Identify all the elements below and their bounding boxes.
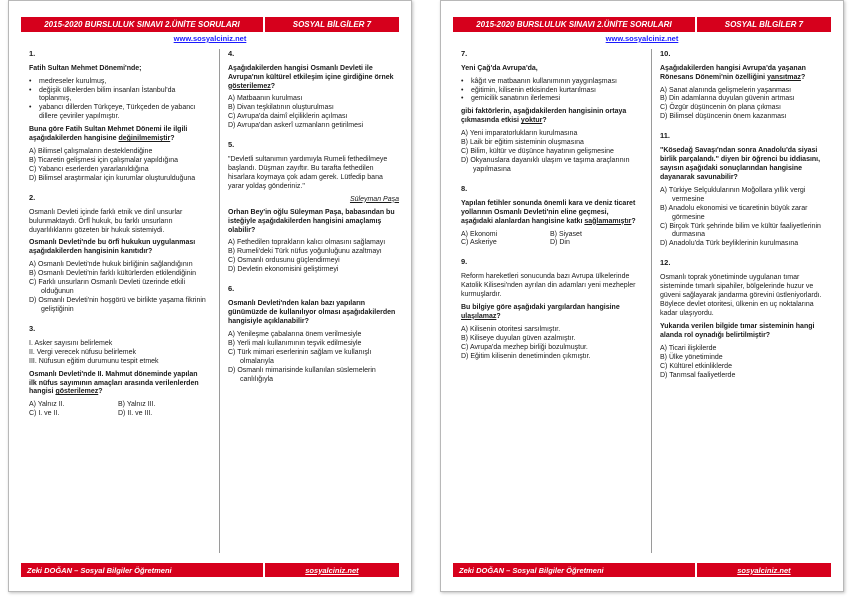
question-intro: Fatih Sultan Mehmet Dönemi'nde;	[29, 64, 142, 72]
bullet-item: • kâğıt ve matbaanın kullanımının yaygınlaşması	[461, 78, 639, 87]
bullet-item: • eğitimin, kilisenin etkisinden kurtarılması	[461, 87, 639, 96]
question-7	[461, 49, 639, 175]
answer-option-d[interactable]: D) Okyanuslara dayanıklı ulaşım ve taşıma araçlarının yapılmasına	[461, 157, 630, 174]
question-number: 1.	[29, 49, 36, 58]
question-intro: Yeni Çağ'da Avrupa'da,	[461, 64, 538, 72]
question-number: 11.	[660, 131, 671, 141]
answer-option-a[interactable]: A) Ekonomi	[461, 230, 498, 238]
statement-item: III. Nüfusun eğitim durumunu tespit etmek	[29, 357, 159, 365]
footer-website-link[interactable]: sosyalciniz.net	[265, 563, 399, 577]
statement-item: I. Asker sayısını belirlemek	[29, 339, 113, 347]
answer-option-c[interactable]: C) Yabancı eserlerden yararlanıldığına	[29, 166, 149, 174]
question-number: 6.	[228, 284, 235, 294]
bullet-item: • değişik ülkelerden bilim insanları İstanbul'da toplanmış,	[29, 87, 207, 105]
answer-option-c[interactable]: C) Avrupa'da daimî elçiliklerin açılması	[228, 113, 348, 121]
answer-option-d[interactable]: D) Bilimsel araştırmalar için kurumlar oluşturulduğuna	[29, 175, 196, 183]
answer-option-c[interactable]: C) Askeriye	[461, 239, 497, 247]
right-column	[651, 49, 831, 553]
question-5	[228, 140, 399, 275]
answer-option-d[interactable]: D) Bilimsel düşüncenin önem kazanması	[660, 113, 787, 121]
question-stem: "Kösedağ Savaşı'ndan sonra Anadolu'da siyasi birlik parçalandı." diyen bir öğrenci bu iddiasını, sayısın aşağıdaki sonuçlarından hangisine dayanarak savunabilir?	[660, 146, 821, 181]
answer-option-d[interactable]: D) Osmanlı mimarisinde kullanılan süslemelerin canlılığıyla	[228, 366, 376, 383]
answer-option-a[interactable]: A) Matbaanın kurulması	[228, 95, 303, 103]
question-stem: Osmanlı Devleti'nde bu örfî hukukun uygulanması aşağıdakilerden hangisinin kanıtıdır?	[29, 239, 196, 256]
answer-option-a[interactable]: A) Yeni imparatorlukların kurulmasına	[461, 130, 578, 138]
question-stem: Osmanlı Devleti'nden kalan bazı yapıların günümüzde de kullanılıyor olması aşağıdakilerden hangisiyle açıklanabilir?	[228, 299, 396, 325]
answer-option-b[interactable]: B) Anadolu ekonomisi ve ticaretinin büyük zarar görmesine	[660, 204, 808, 221]
answer-option-c[interactable]: C) Türk mimari eserlerinin sağlam ve kullanışlı olmalarıyla	[228, 348, 372, 365]
header-title: 2015-2020 BURSLULUK SINAVI 2.ÜNİTE SORULARI	[21, 17, 263, 32]
statement-item: II. Vergi verecek nüfusu belirlemek	[29, 348, 136, 356]
answer-option-c[interactable]: C) I. ve II.	[29, 410, 60, 418]
answer-options	[29, 401, 207, 419]
answer-option-b[interactable]: B) Siyaset	[550, 230, 582, 238]
question-text: Reform hareketleri sonucunda bazı Avrupa ülkelerinde Katolik Kilisesi'nden ayrılan din adamları yeni mezhepler kurmuşlardır.	[461, 273, 636, 298]
answer-option-c[interactable]: C) Bilim, kültür ve düşünce hayatının gelişmesine	[461, 148, 614, 156]
answer-option-d[interactable]: D) Avrupa'dan askerî uzmanların getirilmesi	[228, 122, 364, 130]
answer-option-b[interactable]: B) Laik bir eğitim sisteminin oluşmasına	[461, 139, 584, 147]
header-website-link[interactable]: www.sosyalciniz.net	[605, 34, 679, 43]
question-stem: Orhan Bey'in oğlu Süleyman Paşa, babasından bu isteğiyle aşağıdakilerden hangisini amaçlamış olabilir?	[228, 208, 395, 234]
right-column	[219, 49, 399, 553]
header-subject: SOSYAL BİLGİLER 7	[697, 17, 831, 32]
question-text: Osmanlı toprak yönetiminde uygulanan tımar sisteminde tımarlı sipahiler, bölgelerinde huzur ve güveni sağlayarak jandarma görevini üstleniyorlardı. Böylece devlet otoritesi, ülkenin en uç noktalarına kadar ulaşıyordu.	[660, 273, 822, 317]
answer-option-b[interactable]: B) Kiliseye duyulan güven azalmıştır.	[461, 334, 576, 342]
page-header	[453, 17, 831, 32]
answer-option-d[interactable]: D) Osmanlı Devleti'nin hoşgörü ve birlikte yaşama fikrinin geliştiğinin	[29, 297, 206, 314]
answer-option-b[interactable]: B) Din adamlarına duyulan güvenin artması	[660, 95, 795, 103]
question-number: 12.	[660, 258, 671, 268]
answer-option-c[interactable]: C) Kültürel etkinliklerde	[660, 362, 732, 370]
footer-author: Zeki DOĞAN – Sosyal Bilgiler Öğretmeni	[453, 563, 695, 577]
bullet-item: • yabancı dillerden Türkçeye, Türkçeden de yabancı dillere çeviriler yapılmıştır.	[29, 104, 207, 122]
answer-option-b[interactable]: B) Yalnız III.	[118, 401, 156, 409]
question-2	[29, 193, 207, 315]
answer-options	[461, 231, 639, 249]
footer-website-link[interactable]: sosyalciniz.net	[697, 563, 831, 577]
page-header	[21, 17, 399, 32]
answer-option-c[interactable]: C) Birçok Türk şehrinde bilim ve kültür faaliyetlerinin durmasına	[660, 222, 821, 239]
answer-option-a[interactable]: A) Sanat alanında gelişmelerin yaşanması	[660, 86, 792, 94]
header-website-link[interactable]: www.sosyalciniz.net	[173, 34, 247, 43]
question-3	[29, 324, 207, 419]
bullet-list	[461, 78, 639, 105]
bullet-list	[29, 78, 207, 123]
question-1	[29, 49, 207, 184]
answer-option-b[interactable]: B) Divan teşkilatının oluşturulması	[228, 104, 334, 112]
answer-option-b[interactable]: B) Ticaretin gelişmesi için çalışmalar yapıldığına	[29, 157, 179, 165]
question-4	[228, 49, 399, 131]
question-number: 7.	[461, 49, 468, 58]
answer-option-b[interactable]: B) Yerli malı kullanımının teşvik edilmesiyle	[228, 339, 362, 347]
left-column	[29, 49, 207, 553]
question-quote: "Devletli sultanımın yardımıyla Rumeli fethedilmeye başlandı. Düşman zayıftır. Bu tarafta fethedilen hisarlara koymaya çok adam gerek. Lütfedip bana yarar yoldaş gönderiniz."	[228, 155, 388, 190]
header-subject: SOSYAL BİLGİLER 7	[265, 17, 399, 32]
left-column	[461, 49, 639, 553]
question-stem: Bu bilgiye göre aşağıdaki yargılardan hangisine ulaşılamaz?	[461, 303, 620, 320]
question-12	[660, 258, 831, 380]
answer-option-d[interactable]: D) II. ve III.	[118, 410, 153, 418]
answer-option-c[interactable]: C) Özgür düşüncenin ön plana çıkması	[660, 104, 782, 112]
question-stem: Aşağıdakilerden hangisi Avrupa'da yaşanan Rönesans Dönemi'nin özelliğini yansıtmaz?	[660, 64, 806, 81]
answer-option-b[interactable]: B) Rumeli'deki Türk nüfus yoğunluğunu azaltmayı	[228, 248, 382, 256]
page-footer	[21, 563, 399, 577]
question-stem: Aşağıdakilerden hangisi Osmanlı Devleti ile Avrupa'nın kültürel etkileşim içine girdiğine örnek gösterilemez?	[228, 64, 394, 90]
question-number: 4.	[228, 49, 235, 58]
page-footer	[453, 563, 831, 577]
page-right	[440, 0, 844, 592]
question-stem: Yukarıda verilen bilgide tımar sisteminin hangi alanda rol oynadığı belirtilmiştir?	[660, 322, 815, 339]
question-number: 2.	[29, 193, 36, 203]
question-number: 8.	[461, 184, 468, 194]
question-number: 3.	[29, 324, 36, 334]
answer-option-d[interactable]: D) Devletin ekonomisini geliştirmeyi	[228, 266, 339, 274]
answer-option-c[interactable]: C) Farklı unsurların Osmanlı Devleti üzerinde etkili olduğunun	[29, 279, 185, 296]
answer-option-a[interactable]: A) Ticari ilişkilerde	[660, 344, 717, 352]
bullet-item: • gemicilik sanatının ilerlemesi	[461, 95, 639, 104]
answer-option-a[interactable]: A) Kilisenin otoritesi sarsılmıştır.	[461, 325, 561, 333]
answer-option-a[interactable]: A) Yalnız II.	[29, 401, 65, 409]
answer-option-a[interactable]: A) Türkiye Selçuklularının Moğollara yıllık vergi vermesine	[660, 186, 806, 203]
answer-option-b[interactable]: B) Osmanlı Devleti'nin farklı kültürlerden etkilendiğinin	[29, 270, 197, 278]
answer-option-a[interactable]: A) Osmanlı Devleti'nde hukuk birliğinin sağlandığının	[29, 261, 193, 269]
answer-option-a[interactable]: A) Fethedilen toprakların kalıcı olmasını sağlamayı	[228, 239, 386, 247]
answer-option-d[interactable]: D) Din	[550, 239, 570, 247]
answer-option-d[interactable]: D) Eğitim kilisenin denetiminden çıkmıştır.	[461, 352, 591, 360]
answer-option-a[interactable]: A) Bilimsel çalışmaların desteklendiğine	[29, 148, 153, 156]
question-number: 9.	[461, 257, 468, 267]
header-title: 2015-2020 BURSLULUK SINAVI 2.ÜNİTE SORULARI	[453, 17, 695, 32]
question-stem: Yapılan fetihler sonunda önemli kara ve deniz ticaret yollarının Osmanlı Devleti'nin eline geçmesi, aşağıdaki alanlardan hangisine katkı sağlamamıştır?	[461, 199, 636, 225]
answer-option-b[interactable]: B) Ülke yönetiminde	[660, 353, 723, 361]
question-stem: Osmanlı Devleti'nde II. Mahmut döneminde yapılan ilk nüfus sayımının amaçları arasında verilenlerden hangisi gösterilemez?	[29, 370, 199, 396]
answer-option-d[interactable]: D) Tarımsal faaliyetlerde	[660, 371, 736, 379]
quote-source: Süleyman Paşa	[349, 195, 399, 203]
answer-option-d[interactable]: D) Anadolu'da Türk beyliklerinin kurulmasına	[660, 240, 799, 248]
answer-option-c[interactable]: C) Avrupa'da mezhep birliği bozulmuştur.	[461, 343, 588, 351]
question-10	[660, 49, 831, 122]
question-number: 5.	[228, 140, 235, 150]
answer-option-c[interactable]: C) Osmanlı ordusunu güçlendirmeyi	[228, 257, 340, 265]
question-number: 10.	[660, 49, 671, 58]
answer-option-a[interactable]: A) Yenileşme çabalarına önem verilmesiyle	[228, 330, 362, 338]
question-6	[228, 284, 399, 384]
question-stem: gibi faktörlerin, aşağıdakilerden hangisinin ortaya çıkmasında etkisi yoktur?	[461, 108, 627, 125]
question-11	[660, 131, 831, 249]
question-text: Osmanlı Devleti içinde farklı etnik ve dinî unsurlar bulunmaktaydı. Örfî hukuk, bu farklı unsurların duyarlılıklarını gözeten bir hukuk sistemiydi.	[29, 208, 183, 234]
footer-author: Zeki DOĞAN – Sosyal Bilgiler Öğretmeni	[21, 563, 263, 577]
question-8	[461, 184, 639, 248]
question-stem: Buna göre Fatih Sultan Mehmet Dönemi ile ilgili aşağıdakilerden hangisine değinilmemiştir?	[29, 126, 188, 143]
question-9	[461, 257, 639, 361]
page-left	[8, 0, 412, 592]
bullet-item: • medreseler kurulmuş,	[29, 78, 207, 87]
